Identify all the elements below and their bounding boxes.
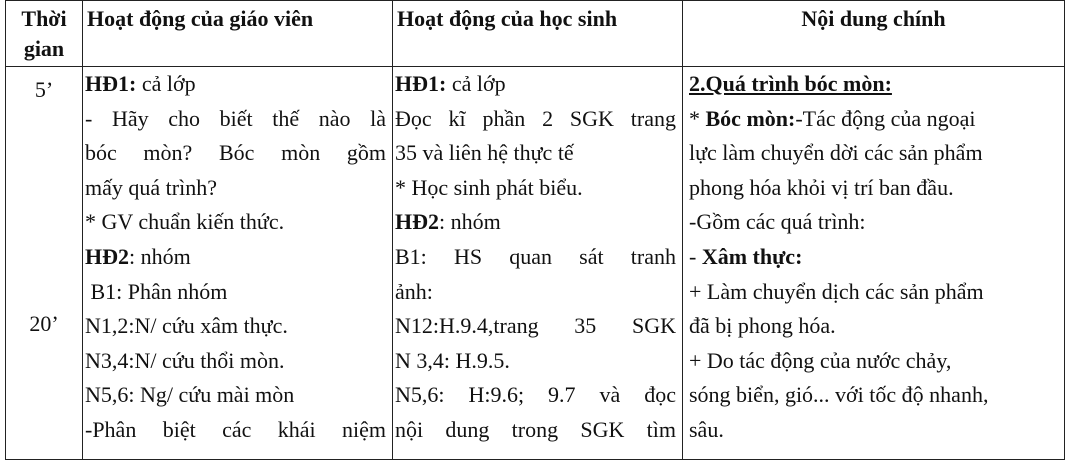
teacher-hd1 — [85, 67, 386, 102]
teacher-line: bóc mòn? Bóc mòn gồm — [85, 140, 386, 166]
main-content-cell — [683, 67, 1065, 460]
student-line: N12:H.9.4,trang 35 SGK — [395, 313, 676, 339]
header-row — [6, 1, 1065, 67]
content-line: + Do tác động của nước chảy, — [689, 347, 952, 373]
student-line: * Học sinh phát biểu. — [395, 174, 583, 200]
content-line: + Làm chuyển dịch các sản phẩm — [689, 278, 984, 304]
student-hd1-label: HĐ1: — [395, 71, 447, 96]
teacher-line: N3,4:N/ cứu thổi mòn. — [85, 347, 285, 373]
content-line: phong hóa khỏi vị trí ban đầu. — [689, 174, 954, 200]
student-line: N5,6: H:9.6; 9.7 và đọc — [395, 382, 676, 408]
content-xam-thuc — [689, 240, 1058, 275]
header-content — [683, 1, 1065, 67]
student-line: B1: HS quan sát tranh — [395, 243, 676, 269]
student-line: nội dung trong SGK tìm — [395, 416, 676, 442]
teacher-hd1-rest: cả lớp — [136, 71, 196, 96]
content-line: -Gồm các quá trình: — [689, 209, 866, 235]
body-row — [6, 67, 1065, 460]
student-line: Đọc kĩ phần 2 SGK trang — [395, 105, 676, 131]
student-hd1 — [395, 67, 676, 102]
teacher-line: B1: Phân nhóm — [85, 278, 228, 304]
teacher-line: -Phân biệt các khái niệm — [85, 416, 386, 442]
teacher-line: - Hãy cho biết thế nào là — [85, 105, 386, 131]
time-cell — [6, 67, 83, 460]
header-student — [393, 1, 683, 67]
content-xam-label: Xâm thực: — [701, 243, 803, 269]
teacher-line: mấy quá trình? — [85, 174, 217, 200]
student-hd2-rest: : nhóm — [439, 209, 501, 235]
content-line: sóng biển, gió... với tốc độ nhanh, — [689, 382, 989, 408]
teacher-line: N1,2:N/ cứu xâm thực. — [85, 313, 288, 339]
header-time-text: Thời gian — [21, 6, 67, 61]
student-activity-cell — [393, 67, 683, 460]
teacher-activity-cell — [83, 67, 393, 460]
content-xam-prefix: - — [689, 243, 702, 269]
teacher-line: * GV chuẩn kiến thức. — [85, 209, 285, 235]
content-line: sâu. — [689, 416, 724, 442]
content-def-rest: -Tác động của ngoại — [795, 105, 976, 131]
header-teacher — [83, 1, 393, 67]
student-hd2 — [395, 205, 676, 240]
student-hd1-rest: cả lớp — [446, 71, 506, 96]
time-20: 20’ — [29, 311, 59, 336]
header-content-text: Nội dung chính — [801, 6, 946, 31]
content-def-prefix: * — [689, 105, 706, 131]
content-line: đã bị phong hóa. — [689, 313, 836, 339]
content-title-text: 2.Quá trình bóc mòn: — [689, 71, 892, 96]
student-line: ảnh: — [395, 278, 433, 304]
lesson-plan-table — [5, 0, 1065, 460]
teacher-hd2 — [85, 240, 386, 275]
content-definition — [689, 102, 1058, 137]
content-line: lực làm chuyển dời các sản phẩm — [689, 140, 983, 166]
header-student-text: Hoạt động của học sinh — [397, 6, 618, 31]
time-5: 5’ — [34, 77, 54, 102]
header-teacher-text: Hoạt động của giáo viên — [87, 6, 314, 31]
teacher-line: N5,6: Ng/ cứu mài mòn — [85, 382, 295, 408]
student-line: N 3,4: H.9.5. — [395, 347, 510, 373]
content-def-label: Bóc mòn: — [705, 105, 796, 131]
header-time — [6, 1, 83, 67]
teacher-hd2-rest: : nhóm — [129, 243, 191, 269]
teacher-hd2-label: HĐ2 — [85, 243, 129, 269]
student-hd2-label: HĐ2 — [395, 209, 439, 235]
teacher-hd1-label: HĐ1: — [85, 71, 137, 96]
content-title — [689, 67, 1058, 102]
student-line: 35 và liên hệ thực tế — [395, 140, 574, 166]
